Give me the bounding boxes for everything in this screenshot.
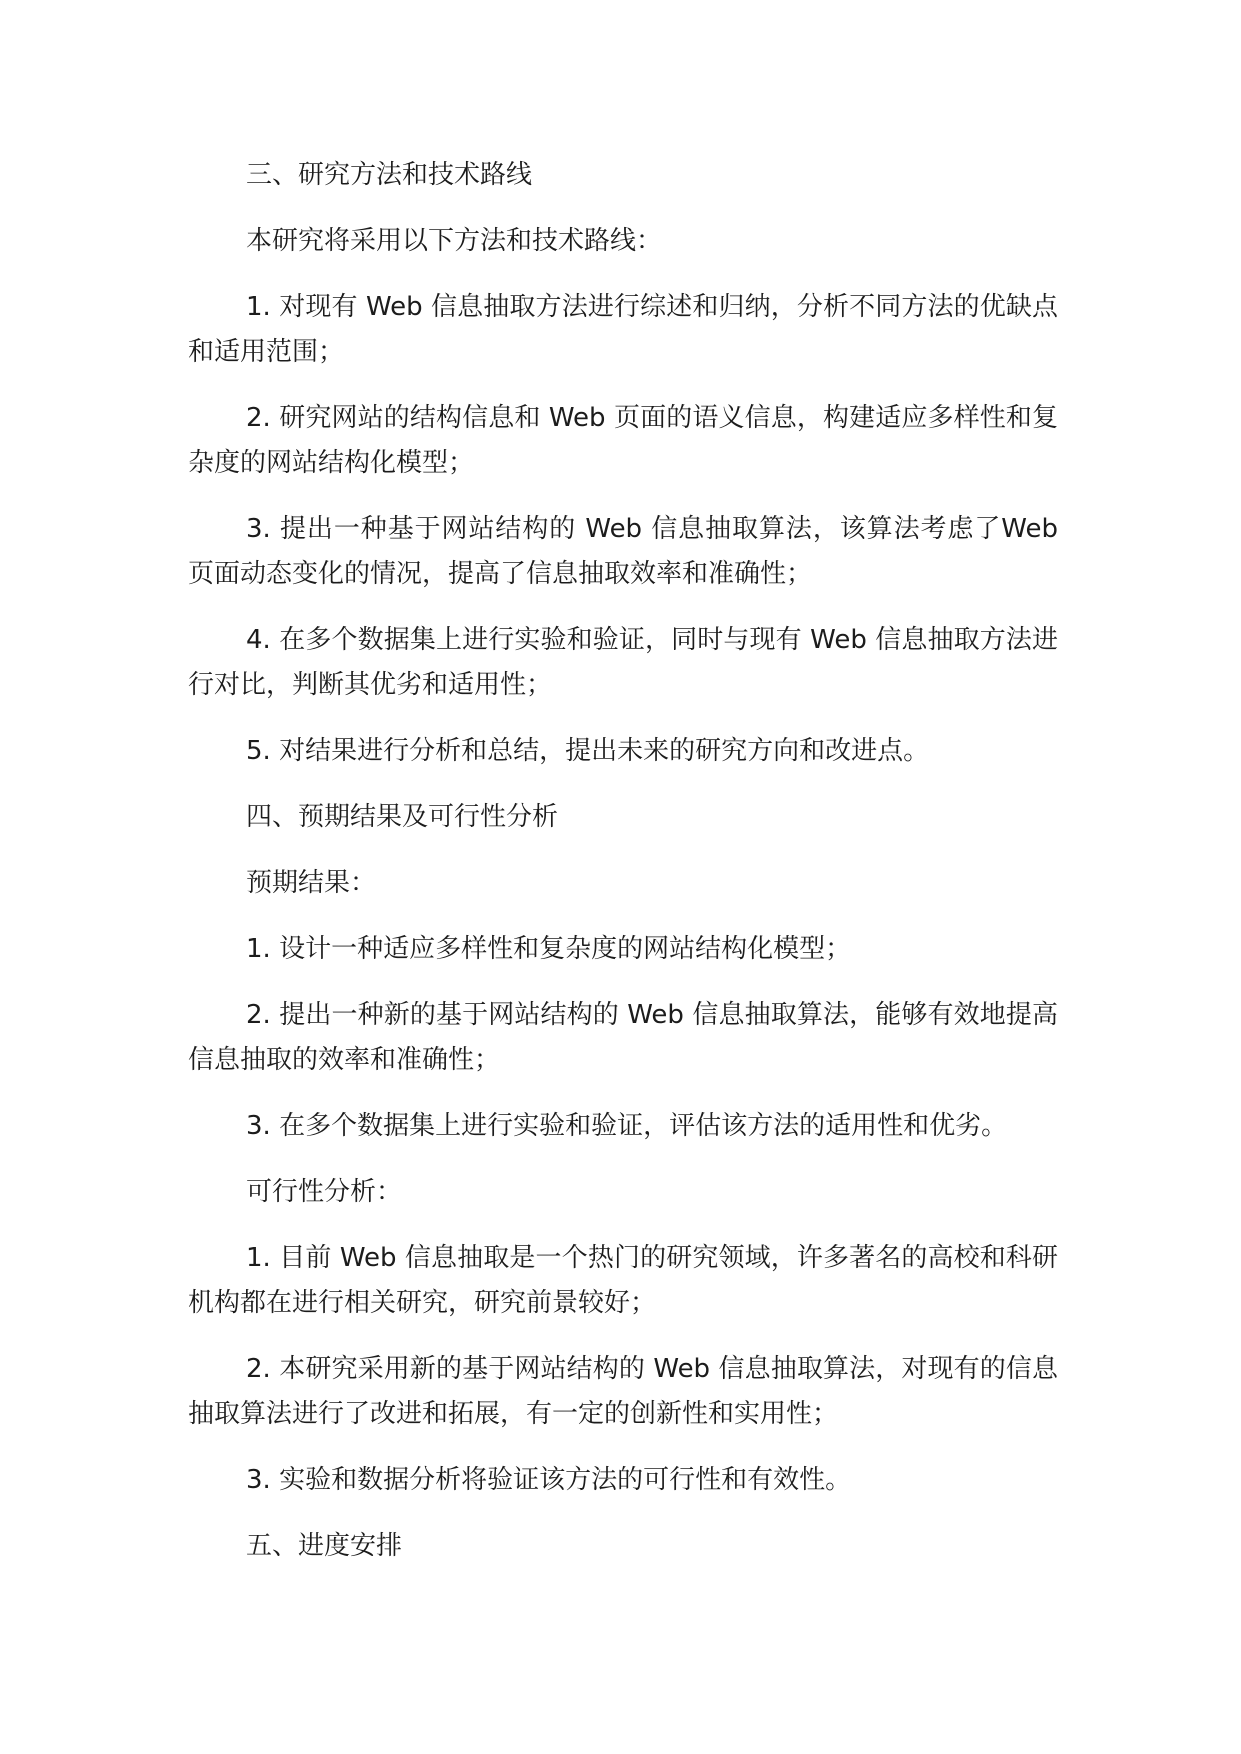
- list-item-feasibility-1: 1. 目前 Web 信息抽取是一个热门的研究领域，许多著名的高校和科研机构都在进行相关研究，研究前景较好；: [188, 1243, 1058, 1318]
- list-item-result-3: 3. 在多个数据集上进行实验和验证，评估该方法的适用性和优劣。: [246, 1111, 1008, 1141]
- list-item-method-3: 3. 提出一种基于网站结构的 Web 信息抽取算法，该算法考虑了Web 页面动态变化的情况，提高了信息抽取效率和准确性；: [188, 514, 1058, 589]
- list-item-method-5: 5. 对结果进行分析和总结，提出未来的研究方向和改进点。: [246, 736, 930, 766]
- section-heading-methods: 三、研究方法和技术路线: [246, 160, 533, 190]
- list-item-feasibility-2: 2. 本研究采用新的基于网站结构的 Web 信息抽取算法，对现有的信息抽取算法进行了改进和拓展，有一定的创新性和实用性；: [188, 1354, 1058, 1429]
- list-item-result-1: 1. 设计一种适应多样性和复杂度的网站结构化模型；: [246, 934, 852, 964]
- paragraph-intro-methods: 本研究将采用以下方法和技术路线：: [246, 226, 663, 256]
- list-item-result-2: 2. 提出一种新的基于网站结构的 Web 信息抽取算法，能够有效地提高信息抽取的效率和准确性；: [188, 1000, 1058, 1075]
- section-heading-expected-results: 四、预期结果及可行性分析: [246, 802, 559, 832]
- list-item-method-1: 1. 对现有 Web 信息抽取方法进行综述和归纳，分析不同方法的优缺点和适用范围；: [188, 292, 1058, 367]
- list-item-method-2: 2. 研究网站的结构信息和 Web 页面的语义信息，构建适应多样性和复杂度的网站结构化模型；: [188, 403, 1058, 478]
- section-heading-schedule: 五、进度安排: [246, 1531, 403, 1561]
- list-item-feasibility-3: 3. 实验和数据分析将验证该方法的可行性和有效性。: [246, 1465, 852, 1495]
- list-item-method-4: 4. 在多个数据集上进行实验和验证，同时与现有 Web 信息抽取方法进行对比，判断其优劣和适用性；: [188, 625, 1058, 700]
- document-body: [188, 153, 1058, 1569]
- subheading-expected-results: 预期结果：: [246, 868, 377, 898]
- subheading-feasibility: 可行性分析：: [246, 1177, 403, 1207]
